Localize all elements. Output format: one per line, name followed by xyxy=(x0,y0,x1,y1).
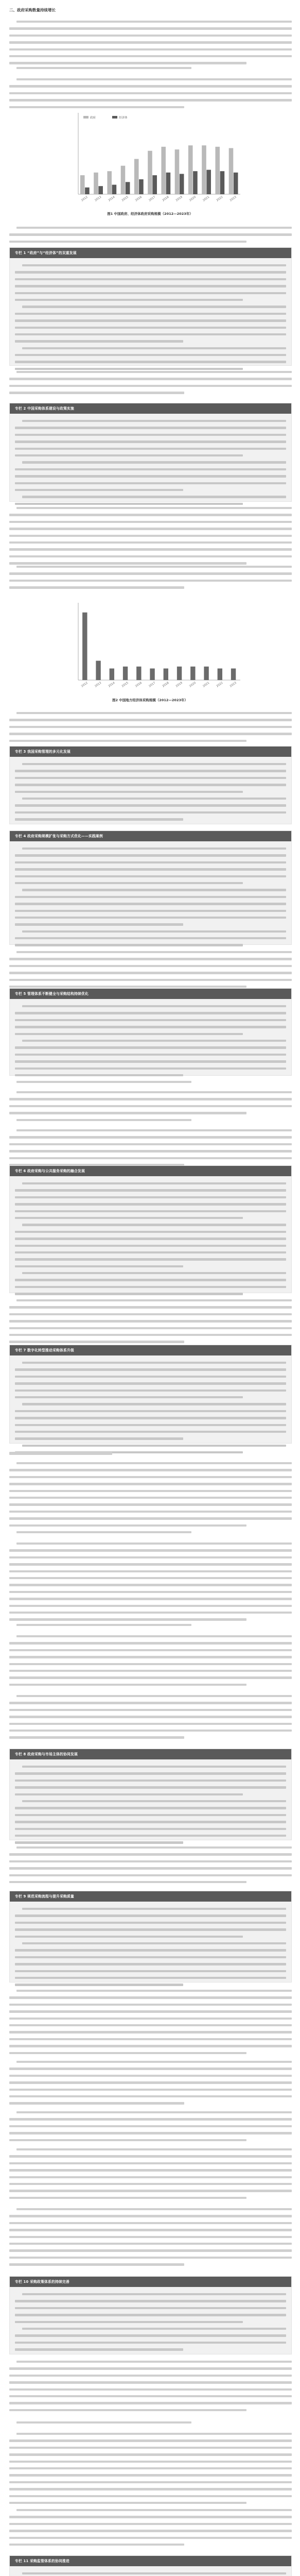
x-tick-label: 2014 xyxy=(108,195,116,202)
box-title: 专栏 6 政府采购与公共服务采购的融合发展 xyxy=(10,1166,291,1176)
chart-bar xyxy=(193,171,198,194)
chart-bar xyxy=(190,667,195,680)
chart-bar xyxy=(204,667,208,680)
x-tick-label: 2020 xyxy=(189,681,197,688)
figure-1-chart xyxy=(67,106,244,208)
box-title: 专栏 9 规范采购流程与提升采购质量 xyxy=(10,1891,291,1902)
x-tick-label: 2018 xyxy=(162,195,170,202)
box-title: 专栏 10 采购政策体系的持续完善 xyxy=(10,2277,291,2287)
sidebar-box xyxy=(9,1345,292,1444)
chart-bar xyxy=(161,147,166,194)
x-tick-label: 2021 xyxy=(202,681,210,688)
paragraph xyxy=(9,1462,292,1531)
x-tick-label: 2012 xyxy=(81,681,89,688)
legend-swatch xyxy=(83,116,89,118)
chart-bar xyxy=(82,613,87,680)
paragraph xyxy=(9,227,292,247)
chart-bar xyxy=(136,667,141,680)
sidebar-box xyxy=(9,403,292,502)
paragraph xyxy=(9,712,292,747)
paragraph xyxy=(9,2509,292,2550)
x-tick-label: 2015 xyxy=(121,681,129,688)
box-title: 专栏 8 政府采购与市场主体的协同发展 xyxy=(10,1749,291,1759)
x-tick-label: 2016 xyxy=(135,195,143,202)
chart-bar xyxy=(206,170,211,194)
legend-label: 经济体 xyxy=(119,116,128,120)
paragraph xyxy=(9,1695,292,1743)
chart-bar xyxy=(123,667,128,680)
sidebar-box xyxy=(9,1749,292,1840)
figure-2-caption: 图2 中国地方经济体采购规模（2012—2023年） xyxy=(112,698,188,702)
paragraph xyxy=(9,21,292,69)
paragraph xyxy=(9,1091,292,1119)
chart-bar xyxy=(107,171,112,194)
x-tick-label: 2014 xyxy=(108,681,116,688)
box-title: 专栏 2 中国采购体系建设与政策实施 xyxy=(10,403,291,414)
paragraph xyxy=(9,2361,292,2416)
chart-bar xyxy=(110,669,114,681)
x-tick-label: 2017 xyxy=(148,195,156,202)
chart-bar xyxy=(215,147,220,194)
paragraph xyxy=(9,1635,292,1690)
paragraph xyxy=(9,1081,292,1088)
sidebar-box xyxy=(9,746,292,824)
chart-bar xyxy=(164,669,168,681)
figure-2-chart xyxy=(67,596,244,693)
chart-bar xyxy=(166,173,171,194)
x-tick-label: 2015 xyxy=(121,195,129,202)
x-tick-label: 2013 xyxy=(94,681,102,688)
sidebar-box xyxy=(9,1891,292,1982)
x-tick-label: 2021 xyxy=(202,195,210,202)
sidebar-box xyxy=(9,988,292,1076)
x-tick-label: 2016 xyxy=(135,681,143,688)
x-tick-label: 2018 xyxy=(162,681,170,688)
paragraph xyxy=(9,1543,292,1625)
box-title: 专栏 5 管理体系不断健全与采购结构持续优化 xyxy=(10,989,291,999)
x-tick-label: 2023 xyxy=(229,195,237,202)
chart-bar xyxy=(139,179,144,194)
chart-bar xyxy=(94,173,98,194)
sidebar-box xyxy=(9,831,292,945)
chart-bar xyxy=(188,145,193,194)
legend-label: 政府 xyxy=(90,116,96,120)
paragraph xyxy=(9,2433,292,2509)
x-tick-label: 2013 xyxy=(94,195,102,202)
paragraph xyxy=(9,2061,292,2109)
chart-bar xyxy=(175,149,180,194)
paragraph xyxy=(9,2148,292,2204)
chart-bar xyxy=(177,667,182,680)
x-tick-label: 2019 xyxy=(175,195,183,202)
chart-bar xyxy=(148,151,152,194)
chart-bar xyxy=(218,669,222,681)
paragraph xyxy=(9,2421,292,2428)
chart-bar xyxy=(96,661,100,681)
section-title: 二、政府采购数量持续增长 xyxy=(9,8,56,12)
paragraph xyxy=(9,566,292,594)
paragraph xyxy=(9,951,292,992)
box-title: 专栏 3 我国采购管理的多元化发展 xyxy=(10,747,291,757)
chart-bar xyxy=(180,174,184,195)
chart-bar xyxy=(98,186,103,194)
x-tick-label: 2017 xyxy=(148,681,156,688)
legend-swatch xyxy=(112,116,117,118)
paragraph xyxy=(9,507,292,569)
chart-bar xyxy=(152,175,157,194)
chart-bar xyxy=(220,171,225,194)
paragraph xyxy=(9,67,292,74)
section-heading-placeholder xyxy=(9,1452,112,1455)
x-tick-label: 2022 xyxy=(216,681,224,688)
chart-bar xyxy=(126,182,130,194)
chart-bar xyxy=(134,159,139,194)
paragraph xyxy=(9,371,292,399)
chart-bar xyxy=(80,175,85,194)
paragraph xyxy=(9,1119,292,1126)
chart-bar xyxy=(202,145,206,194)
chart-bar xyxy=(234,173,238,194)
paragraph xyxy=(9,1624,292,1631)
chart-bar xyxy=(229,148,234,194)
chart-bar xyxy=(112,185,117,194)
paragraph xyxy=(9,1846,292,1888)
sidebar-box xyxy=(9,2276,292,2354)
chart-bar xyxy=(150,669,154,681)
sidebar-box xyxy=(9,247,292,366)
x-tick-label: 2019 xyxy=(175,681,183,688)
x-tick-label: 2020 xyxy=(189,195,197,202)
chart-bar xyxy=(121,166,126,194)
box-title: 专栏 7 数字化转型推动采购体系升级 xyxy=(10,1345,291,1355)
sidebar-box xyxy=(9,2555,292,2576)
x-tick-label: 2022 xyxy=(216,195,224,202)
figure-1-caption: 图1 中国政府、经济体政府采购规模（2012—2023年） xyxy=(107,212,193,216)
box-title: 专栏 1 “政府”与“经济体”的双重发展 xyxy=(10,248,291,258)
paragraph xyxy=(9,2208,292,2270)
paragraph xyxy=(9,1299,292,1348)
paragraph xyxy=(9,2111,292,2146)
paragraph xyxy=(9,1129,292,1171)
chart-bar xyxy=(231,669,236,681)
chart-bar xyxy=(85,188,90,194)
box-title: 专栏 4 政府采购规模扩张与采购方式优化——实践案例 xyxy=(10,831,291,841)
sidebar-box xyxy=(9,1165,292,1293)
x-tick-label: 2012 xyxy=(81,195,89,202)
box-title: 专栏 11 采购监管体系的协同推进 xyxy=(10,2556,291,2566)
paragraph xyxy=(9,1531,292,1538)
paragraph xyxy=(9,1990,292,2059)
x-tick-label: 2023 xyxy=(229,681,237,688)
